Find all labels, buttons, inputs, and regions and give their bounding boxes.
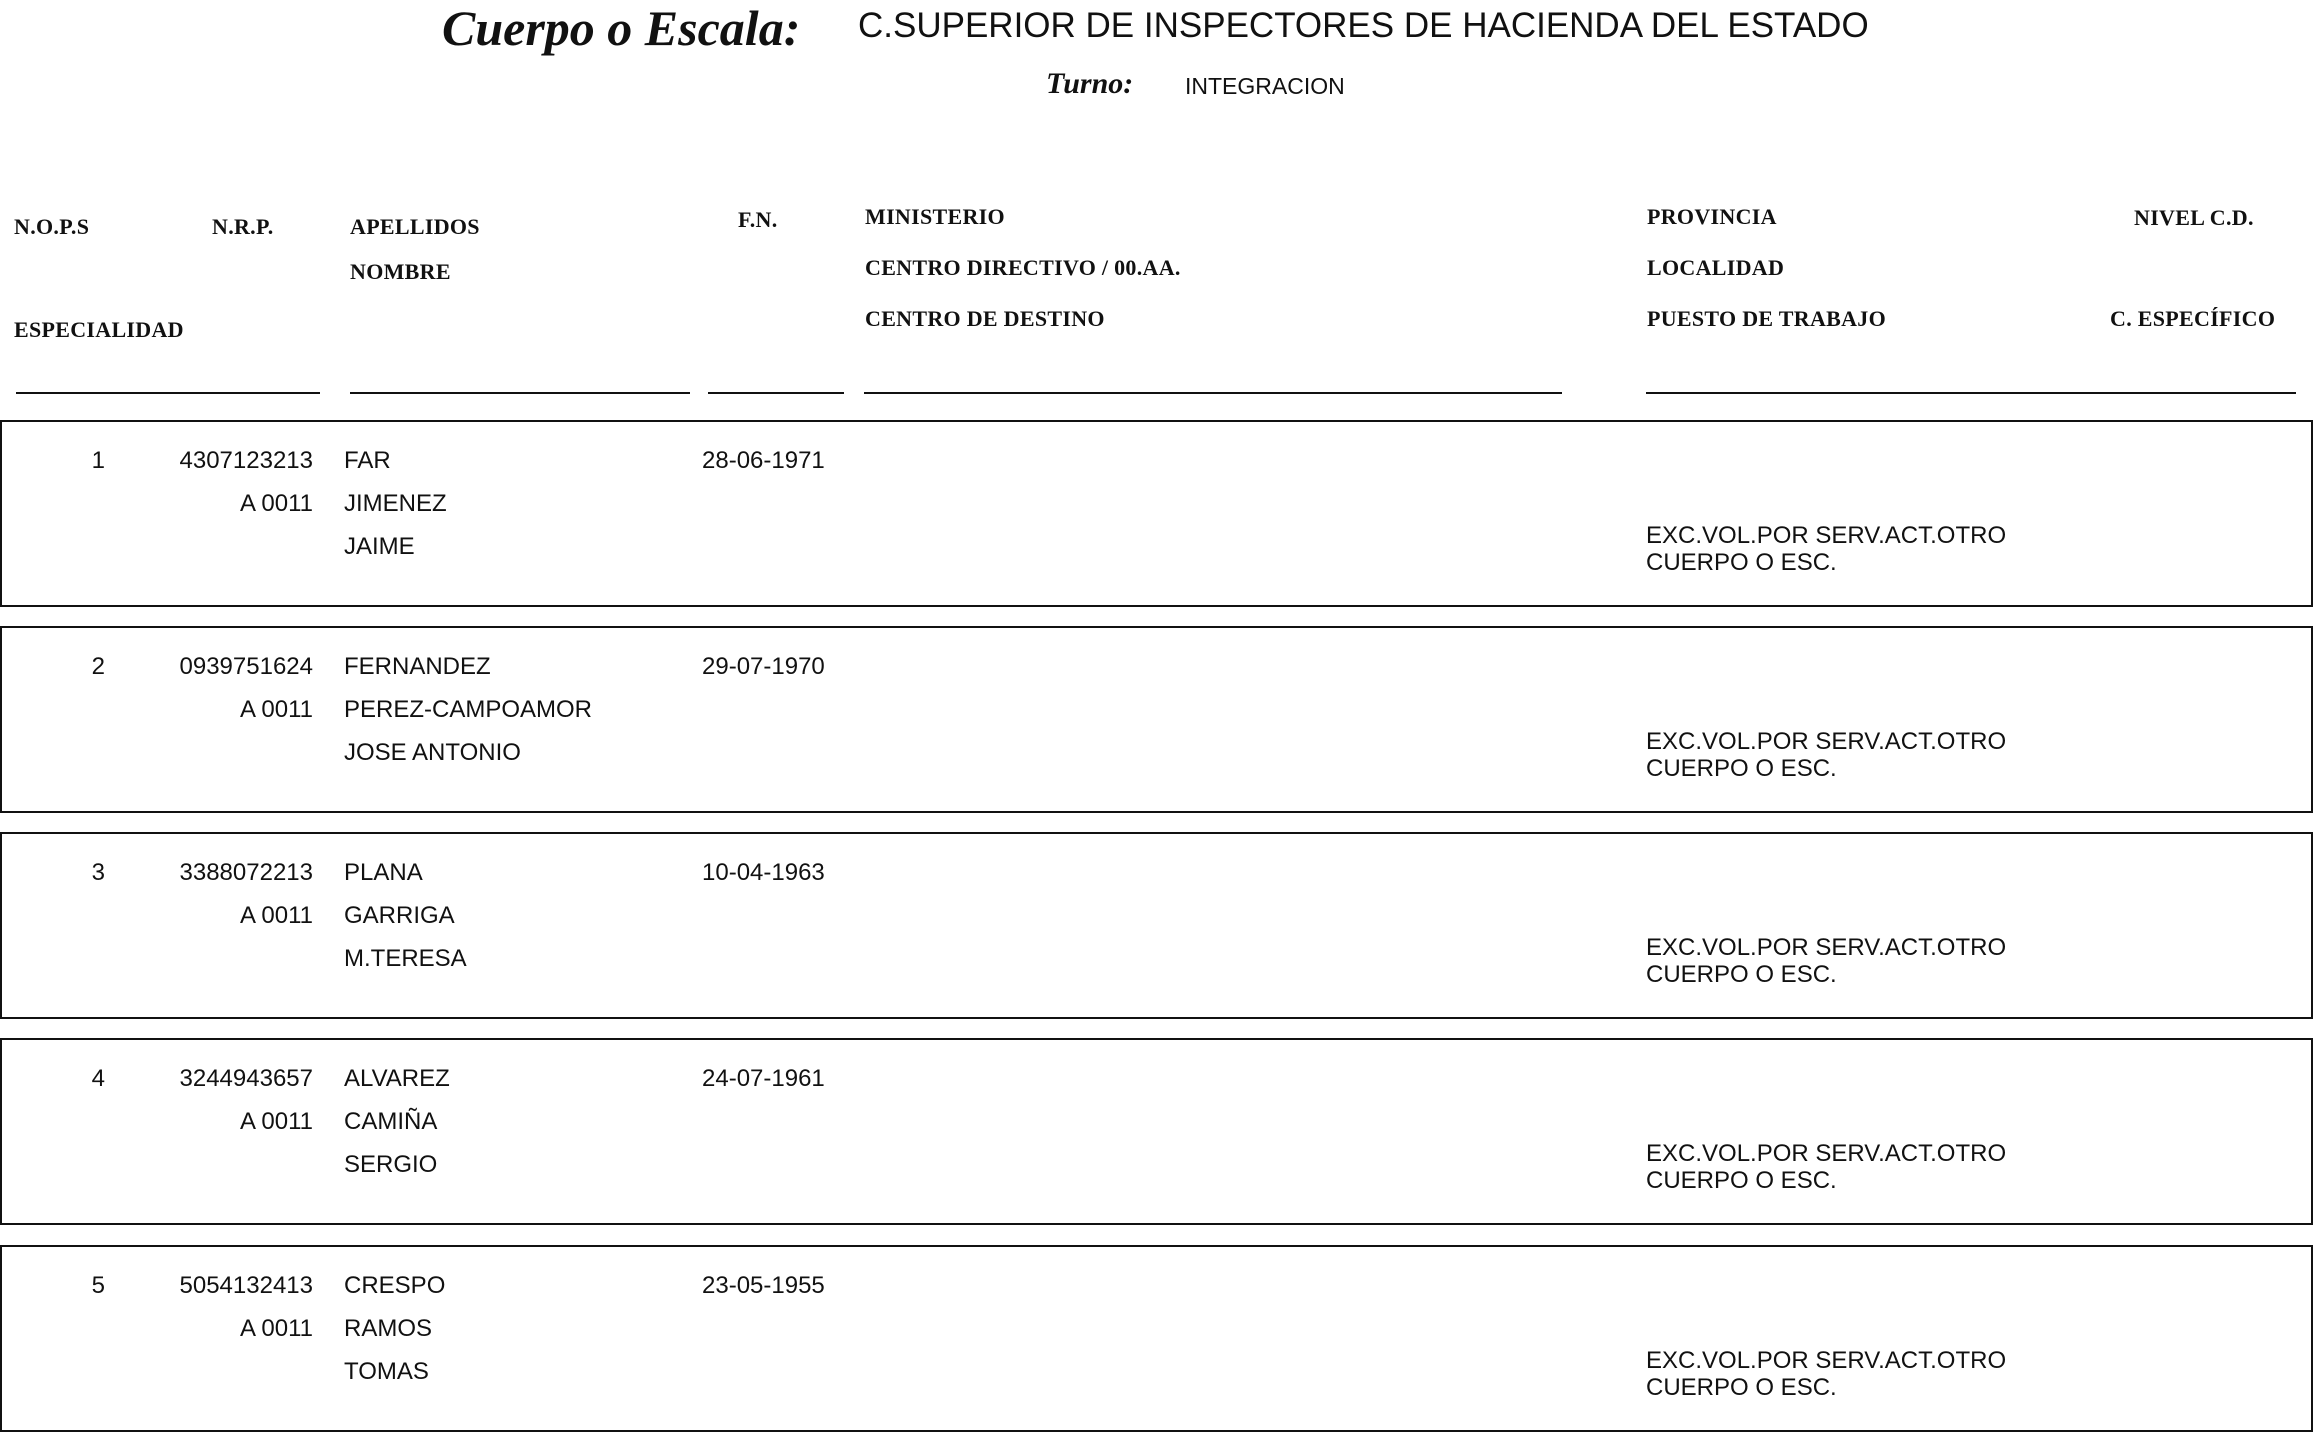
col-fn: F.N. xyxy=(738,207,778,232)
record-puesto-line2: CUERPO O ESC. xyxy=(1646,549,1837,576)
record-puesto-line2: CUERPO O ESC. xyxy=(1646,1167,1837,1194)
col-especifico: C. ESPECÍFICO xyxy=(2110,306,2276,331)
record-apellido1: CRESPO xyxy=(344,1272,446,1299)
record-nops: 2 xyxy=(91,653,105,680)
header-rule xyxy=(1646,392,2296,394)
record-fn: 23-05-1955 xyxy=(702,1272,825,1299)
record-puesto-line2: CUERPO O ESC. xyxy=(1646,1374,1837,1401)
record-puesto-line1: EXC.VOL.POR SERV.ACT.OTRO xyxy=(1646,934,2007,961)
record-nombre: TOMAS xyxy=(344,1358,429,1385)
record-nrp: 3244943657 xyxy=(179,1065,313,1092)
record-box xyxy=(0,1245,2313,1432)
record-box xyxy=(0,420,2313,607)
record-nombre: SERGIO xyxy=(344,1151,438,1178)
record-apellido2: RAMOS xyxy=(344,1315,433,1342)
record-puesto-line1: EXC.VOL.POR SERV.ACT.OTRO xyxy=(1646,1140,2007,1167)
record-fn: 24-07-1961 xyxy=(702,1065,825,1092)
record-puesto-line2: CUERPO O ESC. xyxy=(1646,961,1837,988)
record-especialidad: A 0011 xyxy=(240,696,313,723)
record-nombre: JOSE ANTONIO xyxy=(344,739,521,766)
record-apellido2: PEREZ-CAMPOAMOR xyxy=(344,696,593,723)
record-box xyxy=(0,626,2313,813)
col-nombre: NOMBRE xyxy=(350,259,451,284)
col-provincia: PROVINCIA xyxy=(1647,204,1777,229)
record-puesto-line1: EXC.VOL.POR SERV.ACT.OTRO xyxy=(1646,522,2007,549)
record-especialidad: A 0011 xyxy=(240,490,313,517)
col-nrp: N.R.P. xyxy=(212,214,274,239)
col-nops: N.O.P.S xyxy=(14,214,90,239)
record-apellido2: JIMENEZ xyxy=(344,490,447,517)
record-apellido1: PLANA xyxy=(344,859,423,886)
cuerpo-value: C.SUPERIOR DE INSPECTORES DE HACIENDA DEL ESTADO xyxy=(858,6,1869,45)
record-apellido1: ALVAREZ xyxy=(344,1065,450,1092)
cuerpo-label: Cuerpo o Escala: xyxy=(442,0,801,56)
col-centro-directivo: CENTRO DIRECTIVO / 00.AA. xyxy=(865,255,1181,280)
record-especialidad: A 0011 xyxy=(240,1108,313,1135)
record-nrp: 0939751624 xyxy=(179,653,313,680)
record-fn: 28-06-1971 xyxy=(702,447,825,474)
record-nops: 1 xyxy=(91,447,105,474)
record-box xyxy=(0,832,2313,1019)
record-nrp: 4307123213 xyxy=(179,447,313,474)
header-rule xyxy=(708,392,844,394)
record-nops: 3 xyxy=(91,859,105,886)
record-especialidad: A 0011 xyxy=(240,1315,313,1342)
record-apellido1: FERNANDEZ xyxy=(344,653,491,680)
header-rule xyxy=(864,392,1562,394)
record-apellido2: GARRIGA xyxy=(344,902,455,929)
record-nrp: 5054132413 xyxy=(179,1272,313,1299)
record-nrp: 3388072213 xyxy=(179,859,313,886)
record-especialidad: A 0011 xyxy=(240,902,313,929)
record-puesto-line1: EXC.VOL.POR SERV.ACT.OTRO xyxy=(1646,1347,2007,1374)
record-nops: 4 xyxy=(91,1065,105,1092)
turno-value: INTEGRACION xyxy=(1185,73,1345,99)
col-apellidos: APELLIDOS xyxy=(350,214,480,239)
record-apellido2: CAMIÑA xyxy=(344,1108,438,1135)
header-rule xyxy=(350,392,690,394)
col-centro-destino: CENTRO DE DESTINO xyxy=(865,306,1105,331)
col-nivel: NIVEL C.D. xyxy=(2134,205,2254,230)
record-nombre: M.TERESA xyxy=(344,945,467,972)
record-nombre: JAIME xyxy=(344,533,415,560)
record-fn: 29-07-1970 xyxy=(702,653,825,680)
record-puesto-line2: CUERPO O ESC. xyxy=(1646,755,1837,782)
turno-label: Turno: xyxy=(1046,67,1134,100)
header-rule xyxy=(16,392,320,394)
record-fn: 10-04-1963 xyxy=(702,859,825,886)
col-localidad: LOCALIDAD xyxy=(1647,255,1785,280)
record-nops: 5 xyxy=(91,1272,105,1299)
col-ministerio: MINISTERIO xyxy=(865,204,1005,229)
record-box xyxy=(0,1038,2313,1225)
col-especialidad: ESPECIALIDAD xyxy=(14,317,184,342)
record-apellido1: FAR xyxy=(344,447,391,474)
record-puesto-line1: EXC.VOL.POR SERV.ACT.OTRO xyxy=(1646,728,2007,755)
col-puesto: PUESTO DE TRABAJO xyxy=(1647,306,1887,331)
